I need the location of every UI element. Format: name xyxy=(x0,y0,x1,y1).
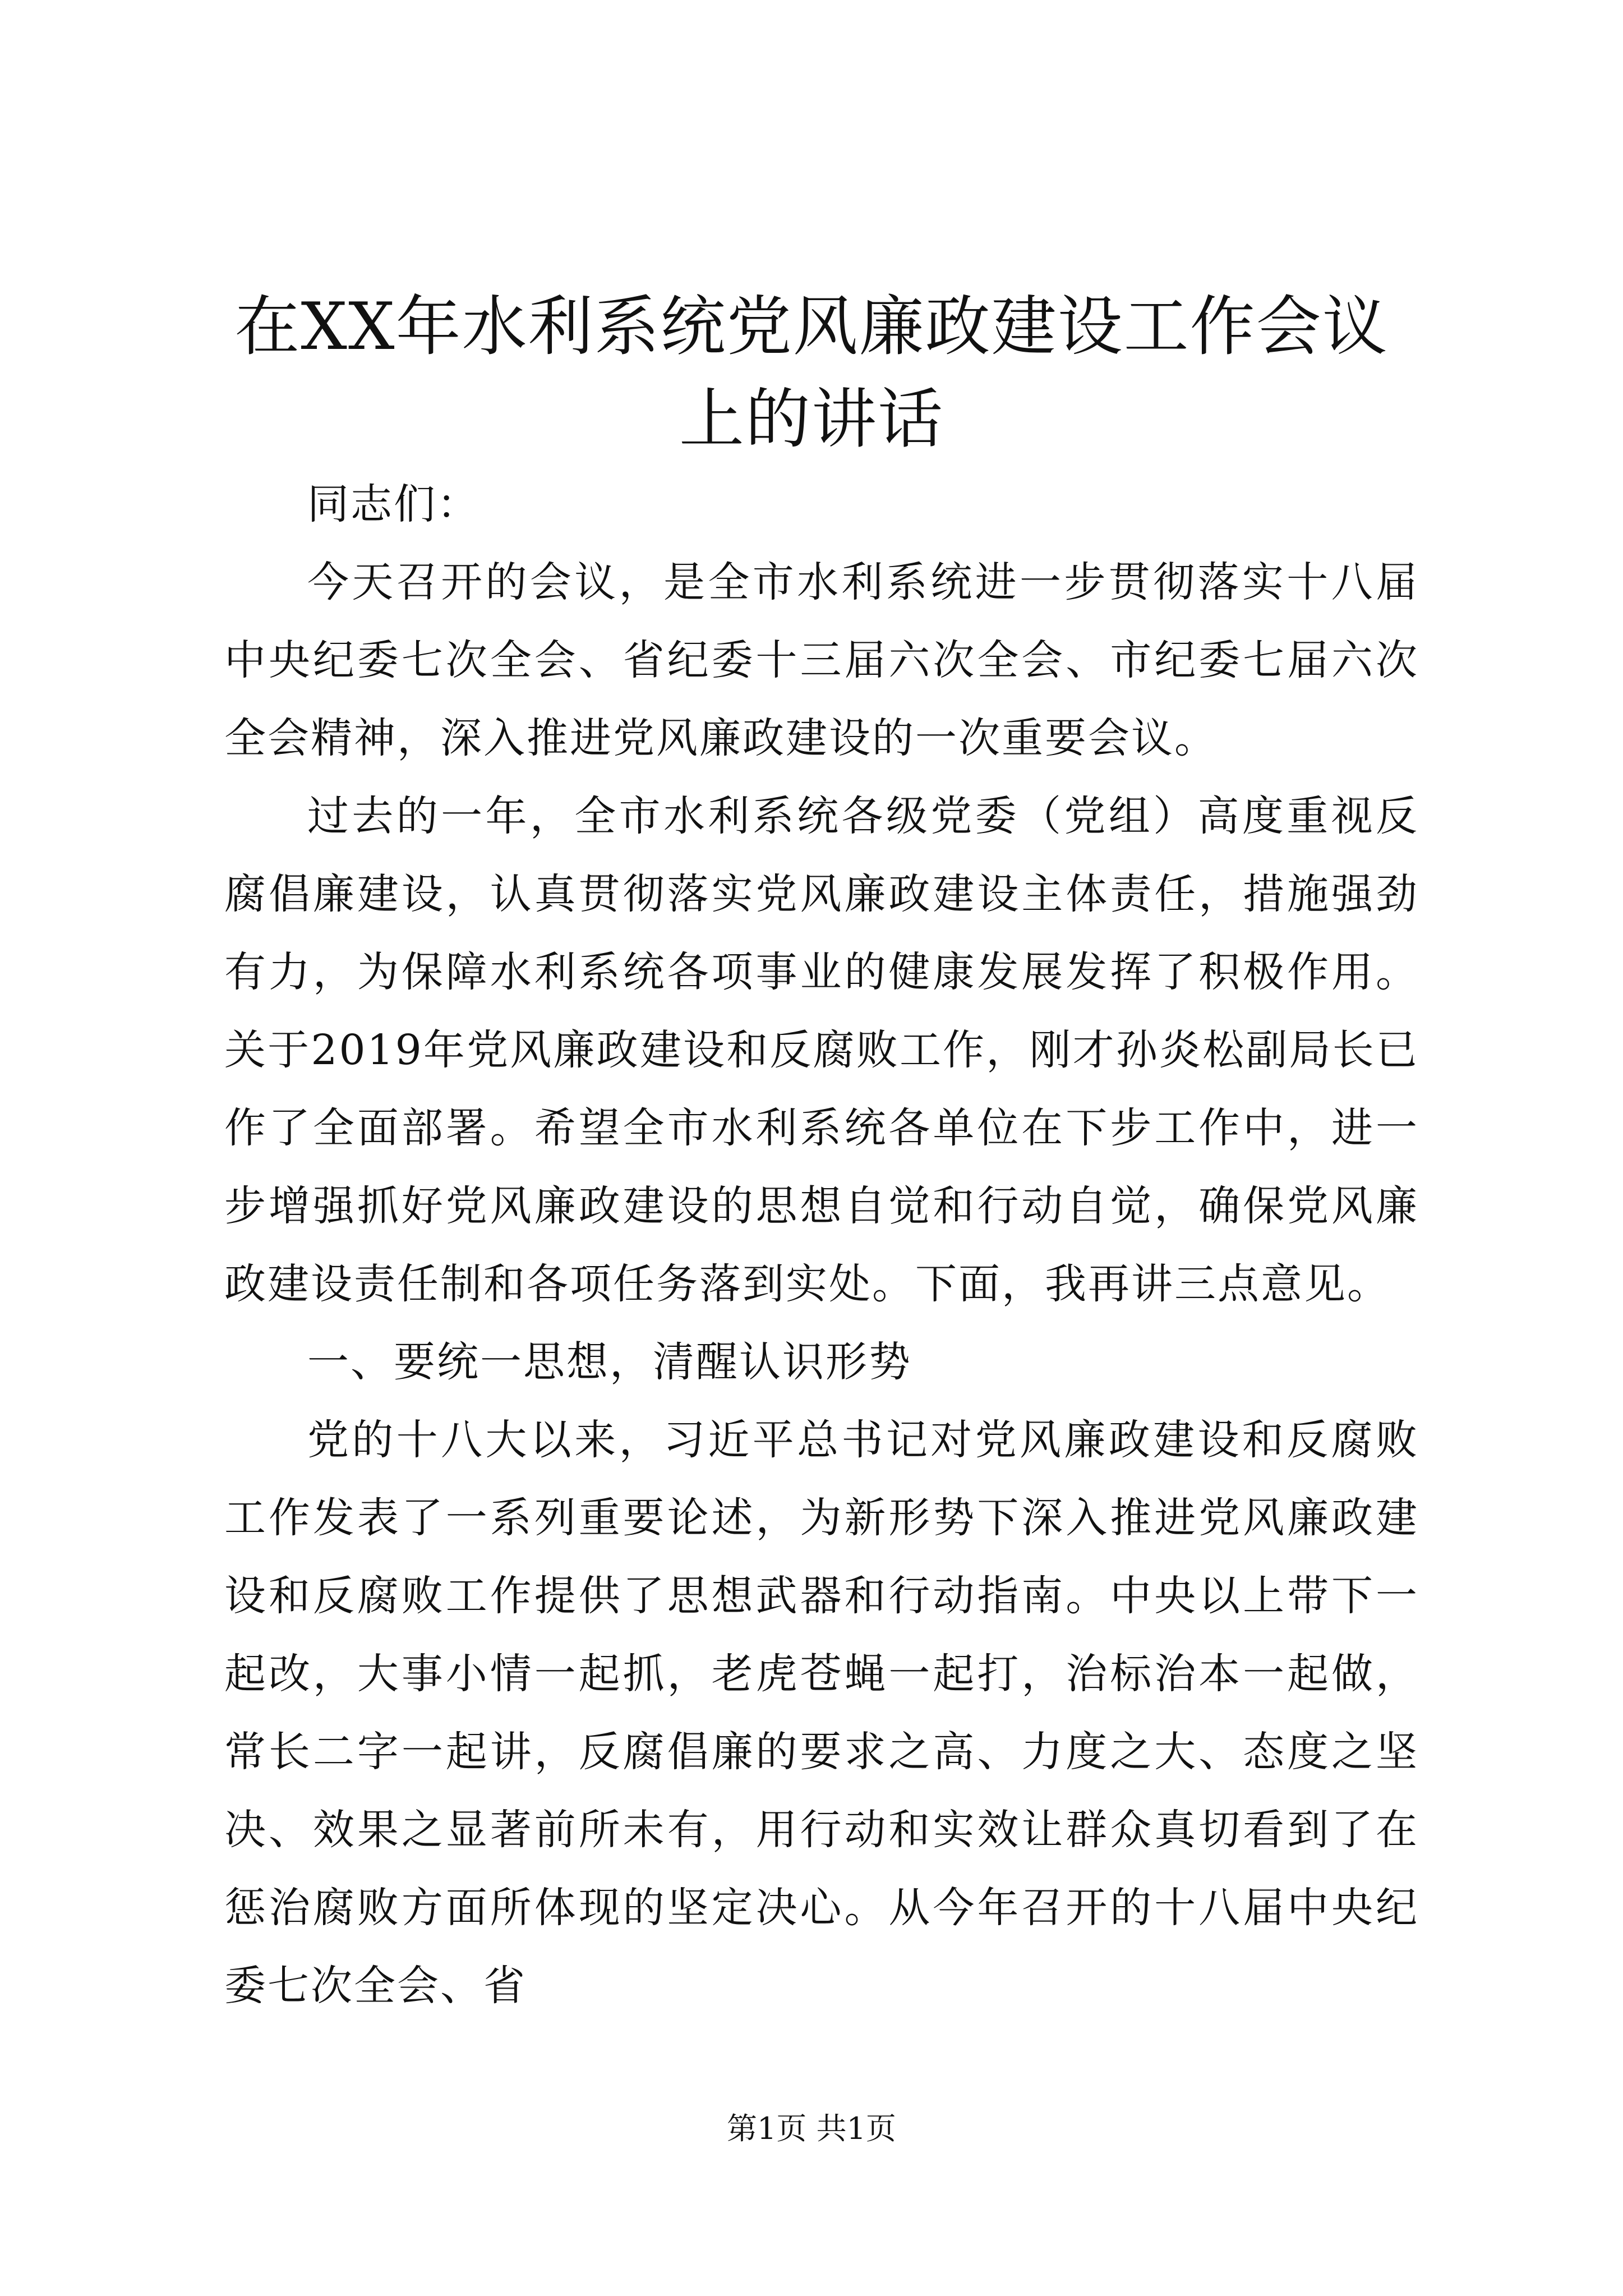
document-title: 在XX年水利系统党风廉政建设工作会议上的讲话 xyxy=(234,289,1389,457)
salutation: 同志们： xyxy=(307,480,480,528)
paragraph-section-1: 党的十八大以来，习近平总书记对党风廉政建设和反腐败工作发表了一系列重要论述，为新形势下深入推进党风廉政建设和反腐败工作提供了思想武器和行动指南。中央以上带下一起改，大事小情一起抓，老虎苍蝇一起打，治标治本一起做，常长二字一起讲，反腐倡廉的要求之高、力度之大、态度之坚决、效果之显著前所未有，用行动和实效让群众真切看到了在惩治腐败方面所体现的坚定决心。从今年召开的十八届中央纪委七次全会、省 xyxy=(224,1416,1419,2010)
document-body xyxy=(224,466,1419,2025)
section-heading-1: 一、要统一思想，清醒认识形势 xyxy=(307,1338,912,1386)
paragraph-opening: 今天召开的会议，是全市水利系统进一步贯彻落实十八届中央纪委七次全会、省纪委十三届六次全会、市纪委七届六次全会精神，深入推进党风廉政建设的一次重要会议。 xyxy=(224,558,1419,762)
paragraph-review: 过去的一年，全市水利系统各级党委（党组）高度重视反腐倡廉建设，认真贯彻落实党风廉政建设主体责任，措施强劲有力，为保障水利系统各项事业的健康发展发挥了积极作用。关于2019年党风廉政建设和反腐败工作，刚才孙炎松副局长已作了全面部署。希望全市水利系统各单位在下步工作中，进一步增强抓好党风廉政建设的思想自觉和行动自觉，确保党风廉政建设责任制和各项任务落到实处。下面，我再讲三点意见。 xyxy=(224,792,1419,1308)
page-footer: 第1页 共1页 xyxy=(727,2111,896,2146)
